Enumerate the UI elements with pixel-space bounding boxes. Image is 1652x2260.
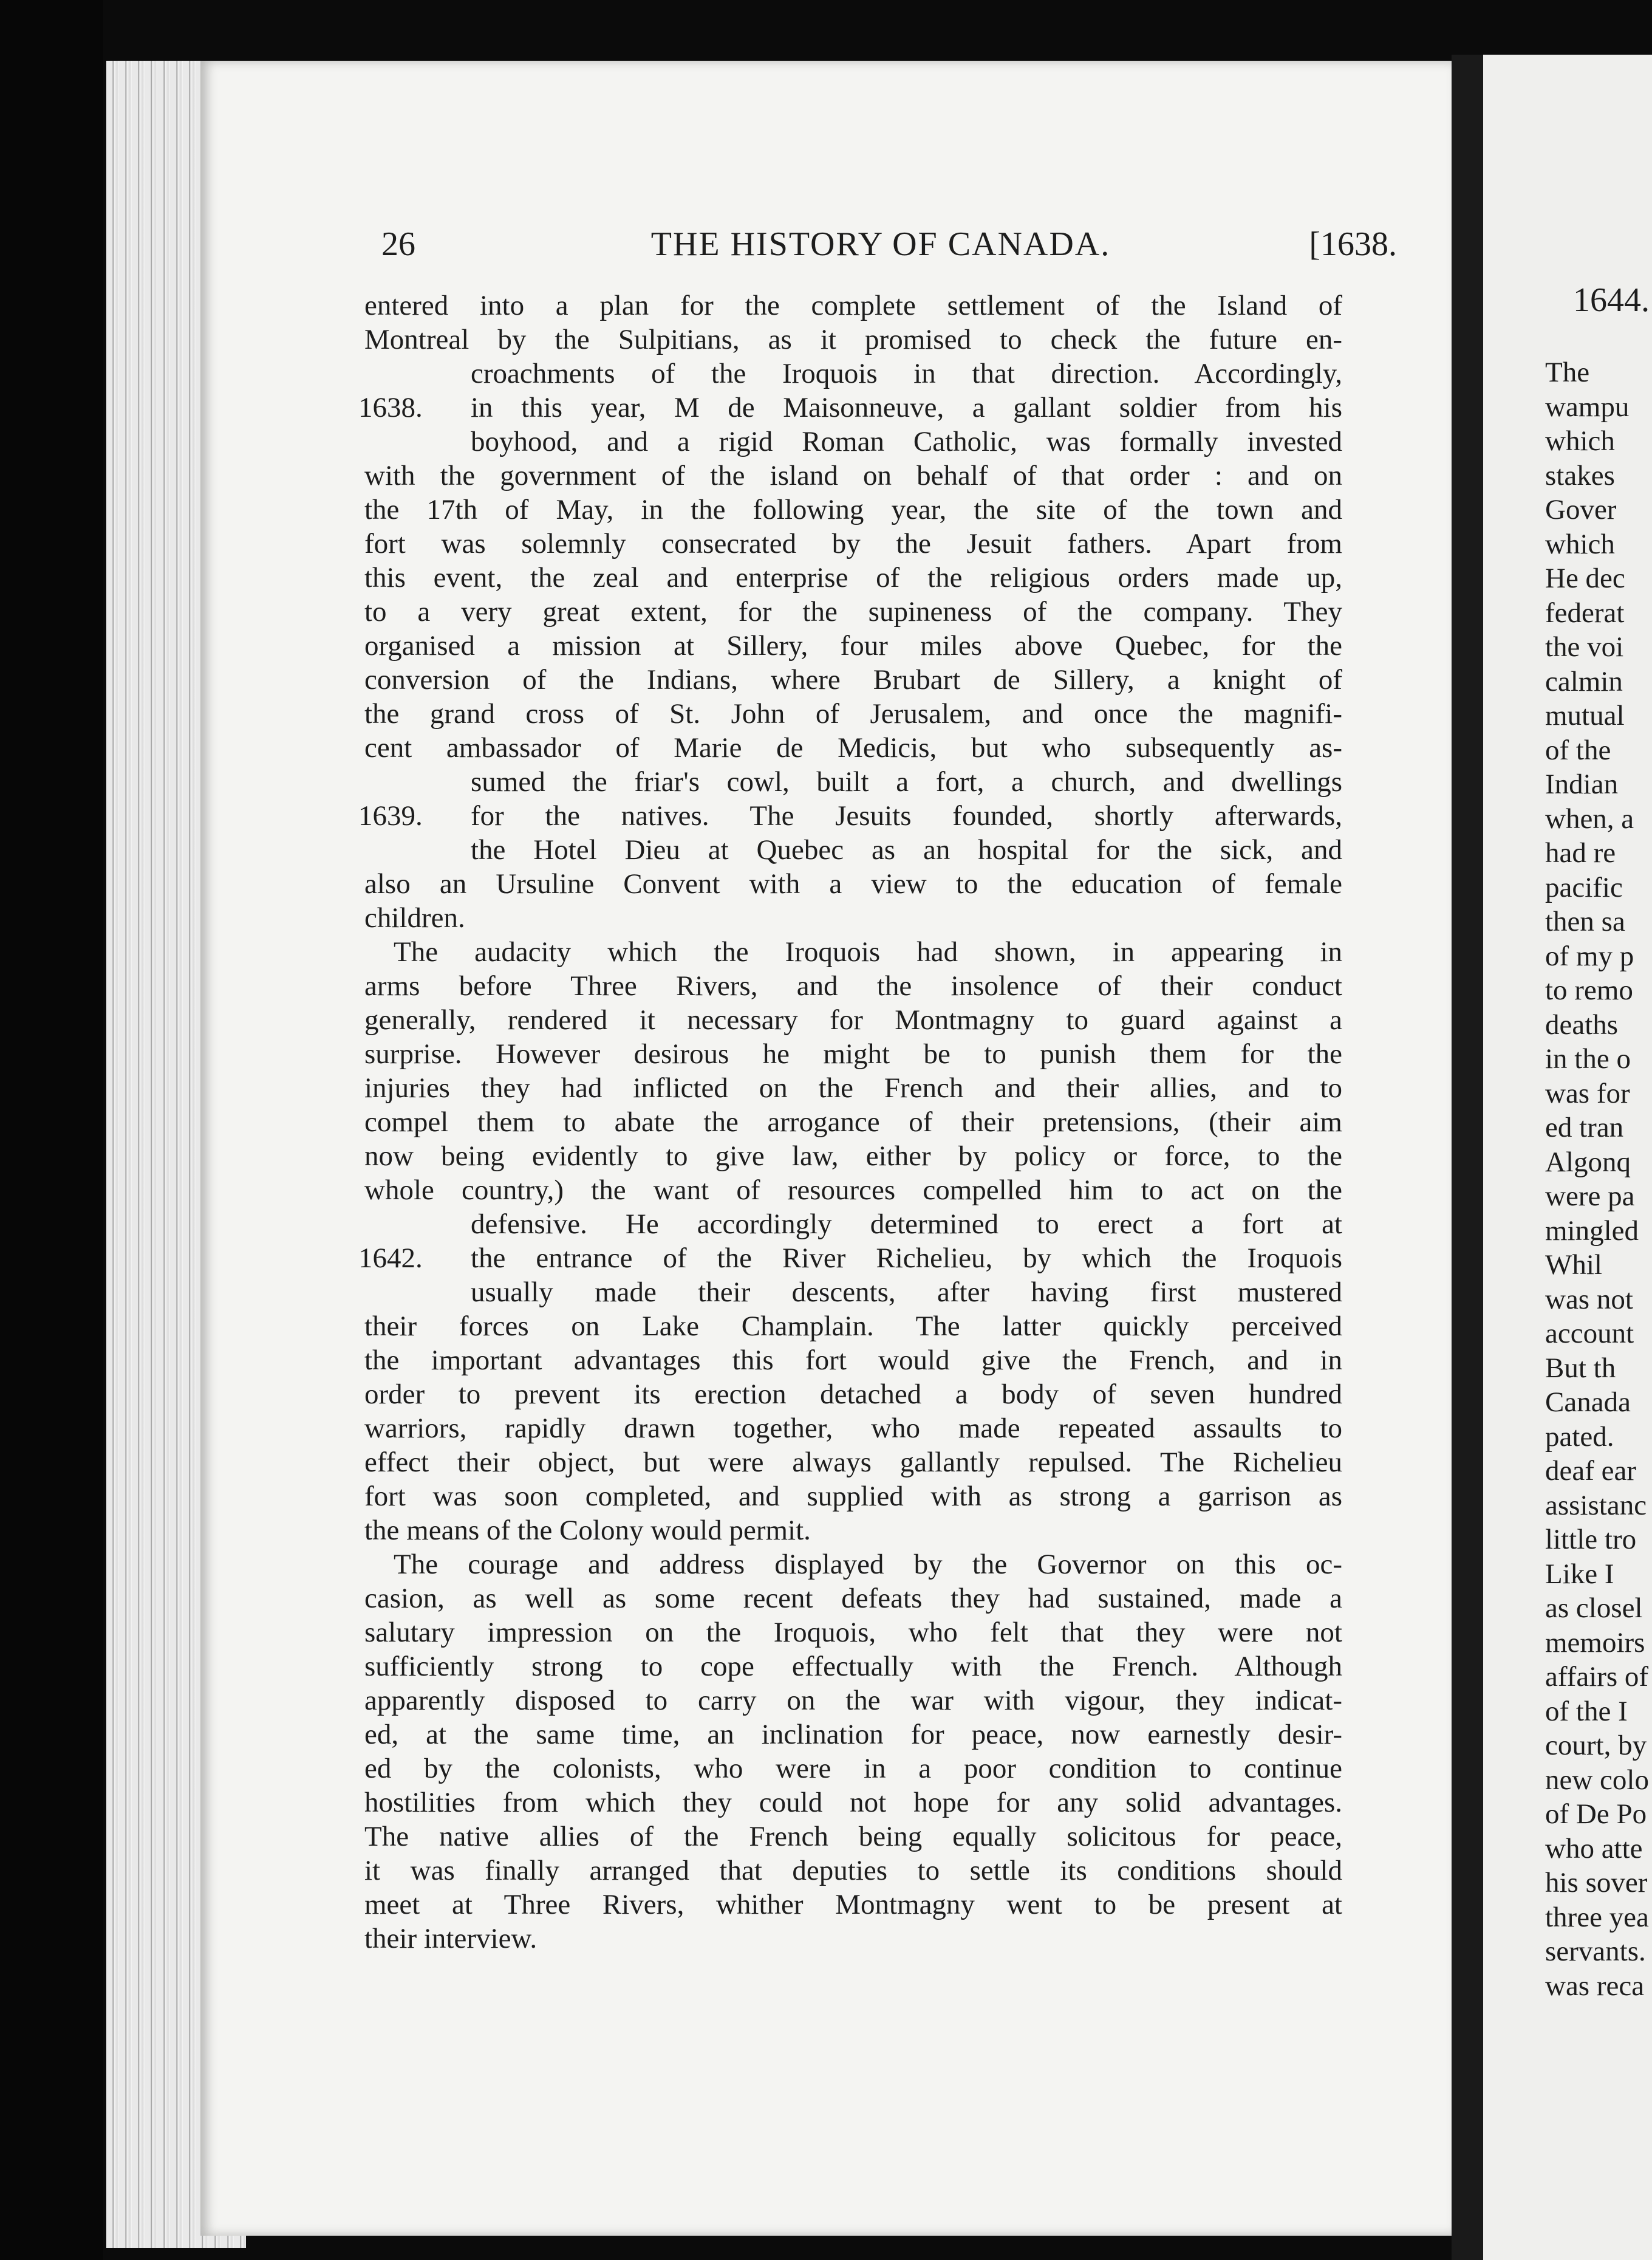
text-line: Montreal by the Sulpitians, as it promised to check the future en- — [364, 324, 1342, 355]
text-line: warriors, rapidly drawn together, who made repeated assaults to — [364, 1412, 1342, 1444]
page-title: THE HISTORY OF CANADA. — [650, 225, 1111, 263]
facing-text-line: Indian — [1545, 769, 1619, 800]
facing-text-line: Canada — [1545, 1386, 1631, 1418]
facing-text-line: in the o — [1545, 1043, 1631, 1075]
facing-text-line: mutual — [1545, 700, 1625, 731]
text-line: fort was solemnly consecrated by the Jesuit fathers. Apart from — [364, 528, 1342, 560]
text-line: order to prevent its erection detached a body of seven hundred — [364, 1378, 1342, 1410]
text-line: sumed the friar's cowl, built a fort, a church, and dwellings — [471, 766, 1342, 798]
facing-text-line: pated. — [1545, 1420, 1614, 1453]
text-line: croachments of the Iroquois in that direction. Accordingly, — [471, 358, 1342, 389]
facing-text-line: court, by — [1545, 1730, 1647, 1761]
margin-date: 1638. — [358, 392, 423, 423]
text-line: The native allies of the French being equally solicitous for peace, — [364, 1821, 1342, 1852]
text-line: apparently disposed to carry on the war with vigour, they indicat- — [364, 1685, 1342, 1716]
text-line: 1638. in this year, M de Maisonneuve, a gallant soldier from his — [358, 392, 1342, 423]
facing-text-line: account — [1545, 1318, 1634, 1349]
facing-text-line: Whil — [1545, 1249, 1602, 1281]
facing-text-line: servants. — [1545, 1936, 1646, 1967]
text-line: the means of the Colony would permit. — [364, 1515, 811, 1546]
facing-text-line: wampu — [1545, 391, 1630, 423]
facing-text-line: which — [1545, 425, 1615, 457]
facing-text-line: was not — [1545, 1283, 1633, 1315]
text-line: sufficiently strong to cope effectually with the French. Although — [364, 1651, 1342, 1682]
facing-text-line: three yea — [1545, 1901, 1649, 1933]
text-line: conversion of the Indians, where Brubart de Sillery, a knight of — [364, 664, 1342, 696]
text-line: usually made their descents, after having first mustered — [471, 1276, 1342, 1308]
facing-text-line: the voi — [1545, 631, 1624, 663]
text-line: fort was soon completed, and supplied with as strong a garrison as — [364, 1481, 1342, 1512]
facing-text-line: federat — [1545, 597, 1625, 629]
text-line: entered into a plan for the complete settlement of the Island of — [364, 290, 1342, 321]
facing-text — [1545, 355, 1652, 2003]
text-line: the important advantages this fort would give the French, and in — [364, 1344, 1342, 1376]
facing-text-line: was for — [1545, 1077, 1630, 1109]
text-line: children. — [364, 902, 465, 934]
facing-text-line: memoirs — [1545, 1626, 1645, 1659]
facing-text-line: was reca — [1545, 1970, 1645, 2002]
text-line: to a very great extent, for the supineness of the company. They — [364, 596, 1342, 628]
text-line: their forces on Lake Champlain. The latter quickly perceived — [364, 1310, 1342, 1342]
facing-text-line: mingled — [1545, 1214, 1639, 1247]
facing-text-line: had re — [1545, 837, 1616, 869]
facing-text-line: deaf ear — [1545, 1455, 1636, 1487]
text-line: the grand cross of St. John of Jerusalem, and once the magnifi- — [364, 698, 1342, 730]
facing-text-line: The — [1545, 357, 1590, 388]
text-line: boyhood, and a rigid Roman Catholic, was formally invested — [471, 426, 1342, 457]
text-line: The audacity which the Iroquois had shown, in appearing in — [394, 936, 1342, 968]
running-head — [364, 225, 1397, 267]
facing-text-line: He dec — [1545, 563, 1625, 594]
text-line: arms before Three Rivers, and the insolence of their conduct — [364, 970, 1342, 1002]
facing-text-line: were pa — [1545, 1180, 1635, 1212]
text-line: whole country,) the want of resources compelled him to act on the — [364, 1174, 1342, 1206]
text-line: it was finally arranged that deputies to settle its conditions should — [364, 1855, 1342, 1886]
facing-text-line: of the I — [1545, 1695, 1628, 1727]
text-line: surprise. However desirous he might be to punish them for the — [364, 1038, 1342, 1070]
facing-text-line: But th — [1545, 1352, 1616, 1384]
facing-text-line: Algonq — [1545, 1146, 1631, 1178]
text-line: cent ambassador of Marie de Medicis, but who subsequently as- — [364, 732, 1342, 764]
margin-date: 1639. — [358, 800, 423, 832]
facing-text-line: of the — [1545, 734, 1611, 766]
book-gutter — [1452, 55, 1483, 2260]
text-line: the Hotel Dieu at Quebec as an hospital for the sick, and — [471, 834, 1342, 866]
facing-text-line: then sa — [1545, 906, 1625, 937]
facing-text-line: to remo — [1545, 974, 1633, 1006]
facing-text-line: which — [1545, 528, 1615, 560]
text-line: casion, as well as some recent defeats they had sustained, made a — [364, 1583, 1342, 1614]
text-line: 1639. for the natives. The Jesuits founded, shortly afterwards, — [358, 800, 1342, 832]
facing-text-line: ed tran — [1545, 1112, 1624, 1143]
facing-text-line: little tro — [1545, 1524, 1637, 1555]
text-line: compel them to abate the arrogance of their pretensions, (their aim — [364, 1106, 1342, 1138]
facing-text-line: stakes — [1545, 459, 1615, 491]
facing-text-line: pacific — [1545, 871, 1623, 903]
text-line: injuries they had inflicted on the French and their allies, and to — [364, 1072, 1342, 1104]
facing-text-line: of my p — [1545, 940, 1634, 972]
text-line: The courage and address displayed by the Governor on this oc- — [394, 1549, 1342, 1580]
text-line: ed by the colonists, who were in a poor condition to continue — [364, 1753, 1342, 1784]
running-year: [1638. — [1309, 225, 1397, 263]
facing-running-head: 1644. — [1573, 281, 1650, 319]
text-line: salutary impression on the Iroquois, who felt that they were not — [364, 1617, 1342, 1648]
facing-text-line: assistanc — [1545, 1489, 1647, 1521]
facing-text-line: Gover — [1545, 494, 1617, 526]
text-line: defensive. He accordingly determined to erect a fort at — [471, 1208, 1342, 1240]
facing-text-line: affairs of — [1545, 1661, 1649, 1693]
text-line: also an Ursuline Convent with a view to the education of female — [364, 868, 1342, 900]
text-line: their interview. — [364, 1923, 538, 1954]
page-number: 26 — [381, 225, 415, 263]
facing-text-line: Like I — [1545, 1558, 1614, 1590]
facing-text-line: who atte — [1545, 1832, 1643, 1864]
facing-text-line: calmin — [1545, 665, 1623, 697]
text-line: the 17th of May, in the following year, the site of the town and — [364, 494, 1342, 526]
text-line: with the government of the island on behalf of that order : and on — [364, 460, 1342, 491]
scan-background — [0, 0, 103, 2260]
text-line: hostilities from which they could not hope for any solid advantages. — [364, 1787, 1342, 1818]
facing-text-line: deaths — [1545, 1008, 1619, 1041]
facing-text-line: his sover — [1545, 1867, 1648, 1899]
text-line: generally, rendered it necessary for Montmagny to guard against a — [364, 1004, 1342, 1036]
text-line: 1642. the entrance of the River Richelieu, by which the Iroquois — [358, 1242, 1342, 1274]
text-line: meet at Three Rivers, whither Montmagny went to be present at — [364, 1889, 1342, 1920]
facing-page — [1483, 55, 1652, 2260]
margin-date: 1642. — [358, 1242, 423, 1274]
text-line: ed, at the same time, an inclination for peace, now earnestly desir- — [364, 1719, 1342, 1750]
text-line: organised a mission at Sillery, four miles above Quebec, for the — [364, 630, 1342, 662]
facing-text-line: when, a — [1545, 803, 1634, 835]
facing-text-line: as closel — [1545, 1592, 1643, 1624]
facing-text-line: of De Po — [1545, 1798, 1647, 1830]
body-text — [358, 289, 1342, 1956]
text-line: now being evidently to give law, either by policy or force, to the — [364, 1140, 1342, 1172]
text-line: this event, the zeal and enterprise of the religious orders made up, — [364, 562, 1342, 594]
facing-text-line: new colo — [1545, 1764, 1649, 1796]
text-line: effect their object, but were always gallantly repulsed. The Richelieu — [364, 1447, 1342, 1478]
